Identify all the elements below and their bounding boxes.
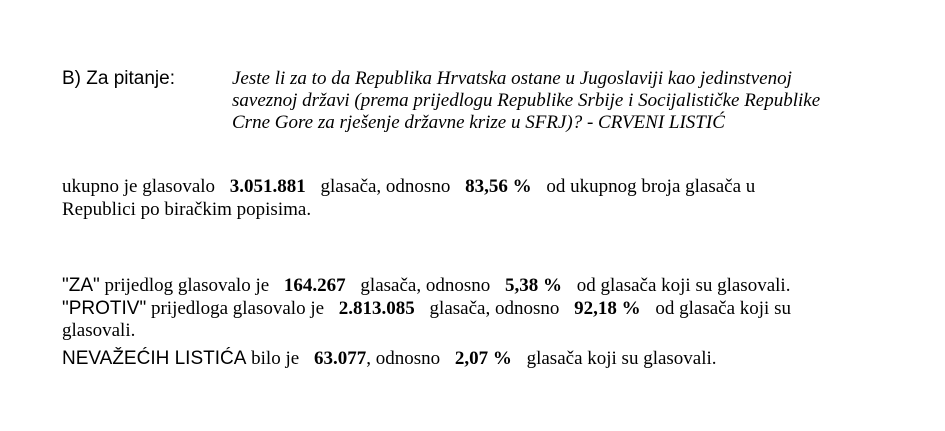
- nevazeci-label: NEVAŽEĆIH LISTIĆA: [62, 348, 247, 369]
- nevazeci-prefix: bilo je: [251, 348, 300, 369]
- protiv-votes: 2.813.085: [338, 298, 415, 319]
- question-text: [232, 68, 932, 134]
- protiv-percent: 92,18 %: [574, 298, 641, 319]
- turnout-suffix: od ukupnog broja glasača u: [546, 176, 756, 197]
- result-nevazeci-line: NEVAŽEĆIH LISTIĆA bilo je 63.077, odnosno 2,07 % glasača koji su glasovali.: [62, 348, 717, 369]
- question-line-2: saveznoj državi (prema prijedlogu Republike Srbije i Socijalističke Republike: [232, 90, 821, 111]
- nevazeci-percent: 2,07 %: [454, 348, 512, 369]
- nevazeci-suffix: glasača koji su glasovali.: [526, 348, 717, 369]
- za-prefix: prijedlog glasovalo je: [104, 275, 270, 296]
- za-label: "ZA": [62, 275, 100, 296]
- result-protiv-continuation: glasovali.: [62, 320, 136, 341]
- question-line-1: Jeste li za to da Republika Hrvatska ostane u Jugoslaviji kao jedinstvenoj: [232, 68, 792, 89]
- za-suffix: od glasača koji su glasovali.: [576, 275, 791, 296]
- turnout-prefix: ukupno je glasovalo: [62, 176, 216, 197]
- turnout-percent: 83,56 %: [465, 176, 532, 197]
- turnout-line-2: Republici po biračkim popisima.: [62, 199, 312, 220]
- question-line-3: Crne Gore za rješenje državne krize u SFRJ)? - CRVENI LISTIĆ: [232, 112, 725, 133]
- protiv-mid: glasača, odnosno: [429, 298, 560, 319]
- za-votes: 164.267: [283, 275, 346, 296]
- za-mid: glasača, odnosno: [360, 275, 491, 296]
- nevazeci-votes: 63.077: [313, 348, 367, 369]
- nevazeci-mid: odnosno: [375, 348, 441, 369]
- question-label: B) Za pitanje:: [62, 68, 175, 89]
- turnout-total-votes: 3.051.881: [229, 176, 306, 197]
- turnout-line-1: [62, 176, 755, 198]
- protiv-prefix: prijedloga glasovalo je: [150, 298, 325, 319]
- turnout-mid: glasača, odnosno: [320, 176, 451, 197]
- protiv-label: "PROTIV": [62, 298, 147, 319]
- result-protiv-line: [62, 298, 791, 320]
- result-za-line: [62, 275, 790, 297]
- protiv-suffix: od glasača koji su: [655, 298, 791, 319]
- za-percent: 5,38 %: [504, 275, 562, 296]
